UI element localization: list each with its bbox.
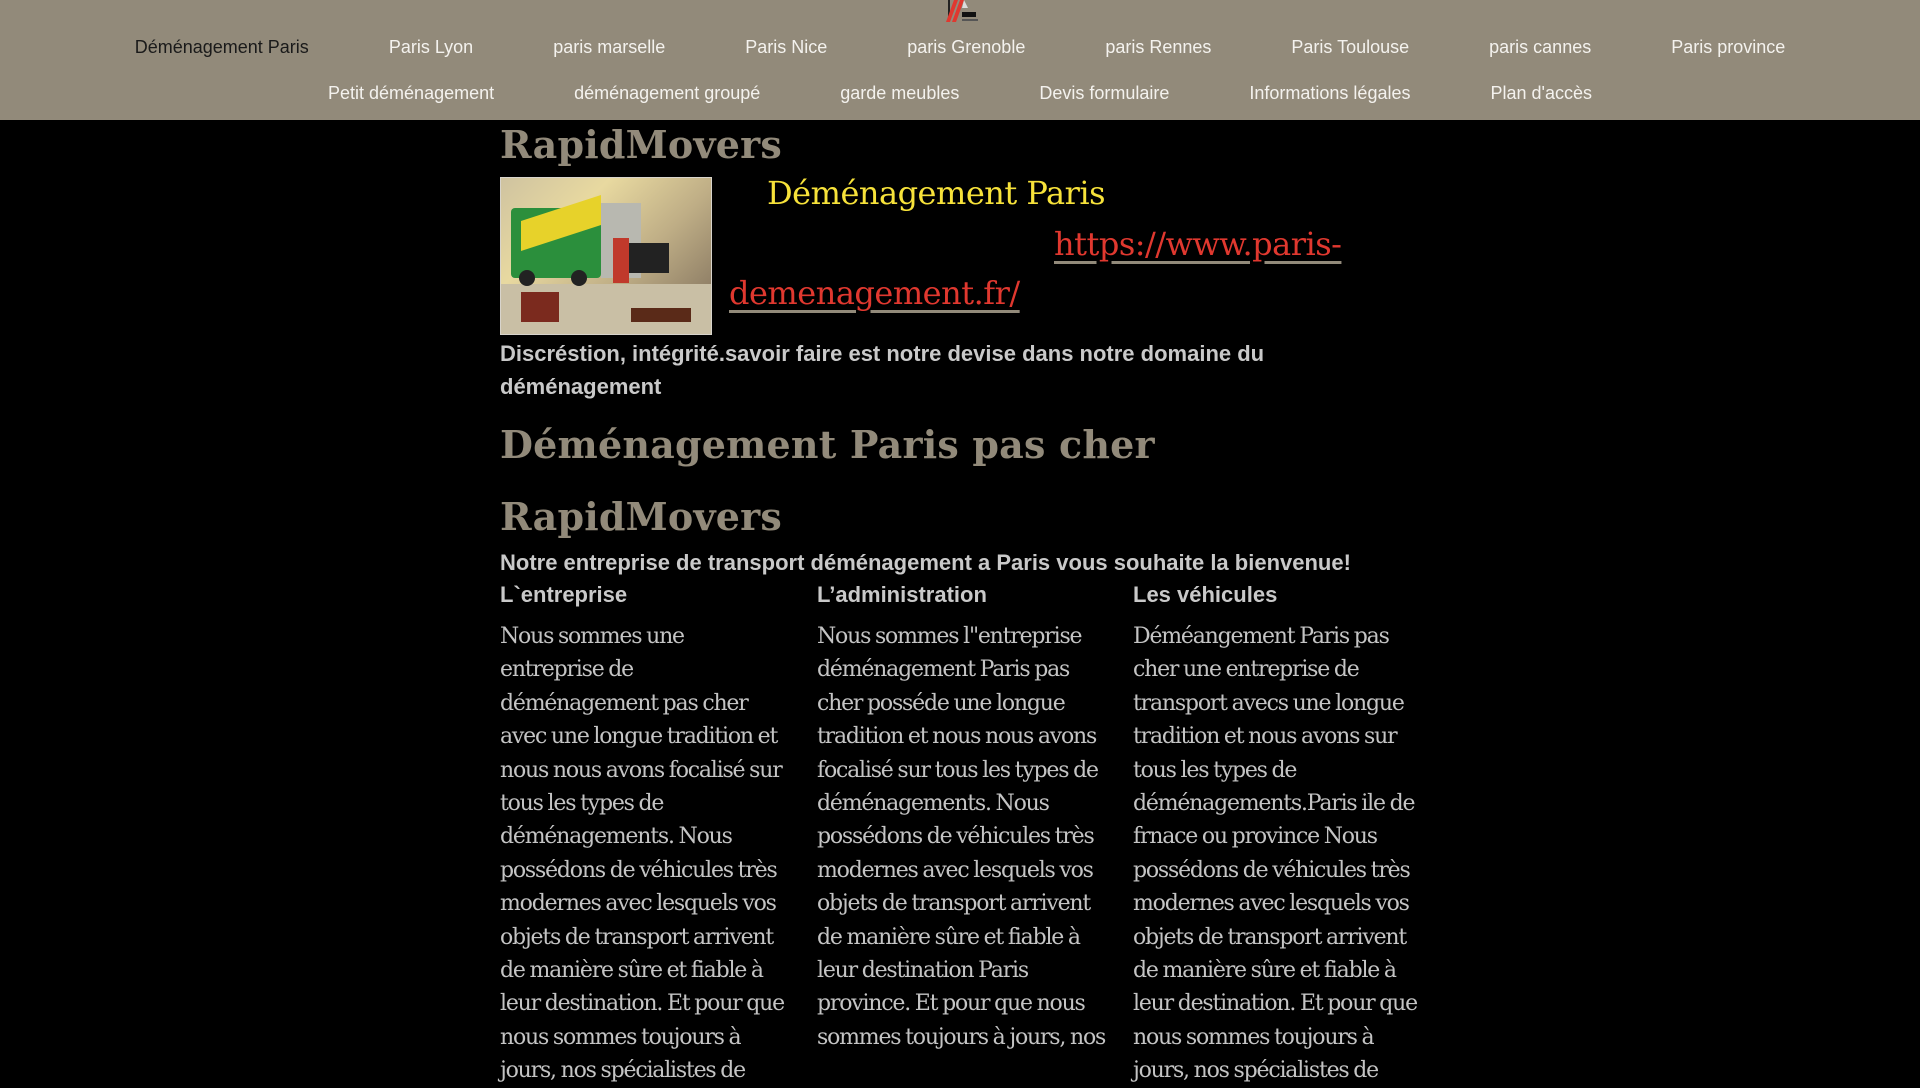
nav-item-paris-rennes[interactable]: paris Rennes — [1105, 37, 1212, 57]
tagline: Discréstion, intégrité.savoir faire est notre devise dans notre domaine du déménagement — [500, 341, 1265, 399]
nav-item-plan-acces[interactable]: Plan d'accès — [1490, 83, 1592, 103]
hero-link-container — [729, 220, 1349, 318]
column-body-administration: Nous sommes l"entreprise déménagement Paris pas cher posséde une longue tradition et nous nous avons focalisé sur tous les types de déménagements. Nous possédons de véhicules très modernes avec lesquels vos objets de transport arrivent de manière sûre et fiable à leur destination Paris province. Et pour que nous sommes toujours à jours, nos — [817, 624, 1106, 1050]
brand-heading: RapidMovers — [500, 122, 782, 167]
nav-item-paris-lyon[interactable]: Paris Lyon — [388, 37, 474, 57]
nav-item-paris-nice[interactable]: Paris Nice — [745, 37, 828, 57]
site-logo[interactable] — [940, 0, 980, 26]
nav-item-informations-legales[interactable]: Informations légales — [1249, 83, 1411, 103]
hero-image — [500, 177, 712, 335]
welcome-text: Notre entreprise de transport déménagement a Paris vous souhaite la bienvenue! — [500, 550, 1351, 575]
column-title-entreprise: L`entreprise — [500, 582, 628, 607]
column-title-vehicules: Les véhicules — [1133, 582, 1278, 607]
nav-item-petit-demenagement[interactable]: Petit déménagement — [328, 83, 495, 103]
column-body-entreprise: Nous sommes une entreprise de déménagement pas cher avec une longue tradition et nous nous avons focalisé sur tous les types de déménagements. Nous possédons de véhicules très modernes avec lesquels vos objets de transport arrivent de manière sûre et fiable à leur destination. Et pour que nous sommes toujours à jours, nos spécialistes de — [500, 624, 784, 1084]
nav-item-paris-toulouse[interactable]: Paris Toulouse — [1291, 37, 1410, 57]
nav-row-primary — [0, 37, 1920, 58]
column-title-administration: L’administration — [817, 582, 987, 607]
nav-item-paris-grenoble[interactable]: paris Grenoble — [907, 37, 1026, 57]
brand-subheading: RapidMovers — [500, 494, 782, 539]
nav-item-paris-cannes[interactable]: paris cannes — [1489, 37, 1592, 57]
top-navigation — [0, 0, 1920, 120]
nav-item-paris-marselle[interactable]: paris marselle — [553, 37, 666, 57]
logo-icon — [940, 0, 980, 26]
website-link[interactable]: https://www.paris-demenagement.fr/ — [729, 225, 1342, 312]
nav-row-secondary — [0, 83, 1920, 104]
nav-item-paris-province[interactable]: Paris province — [1671, 37, 1786, 57]
section-heading: Déménagement Paris pas cher — [500, 422, 1155, 467]
hero-title: Déménagement Paris — [767, 174, 1106, 212]
nav-item-demenagement-paris[interactable]: Déménagement Paris — [134, 37, 309, 57]
column-body-vehicules: Déméangement Paris pas cher une entreprise de transport avecs une longue tradition et nous avons sur tous les types de déménagements.Paris ile de frnace ou province Nous possédons de véhicules très modernes avec lesquels vos objets de transport arrivent de manière sûre et fiable à leur destination. Et pour que nous sommes toujours à jours, nos spécialistes de — [1133, 624, 1417, 1084]
nav-item-demenagement-groupe[interactable]: déménagement groupé — [574, 83, 761, 103]
nav-item-garde-meubles[interactable]: garde meubles — [840, 83, 960, 103]
nav-item-devis-formulaire[interactable]: Devis formulaire — [1039, 83, 1170, 103]
